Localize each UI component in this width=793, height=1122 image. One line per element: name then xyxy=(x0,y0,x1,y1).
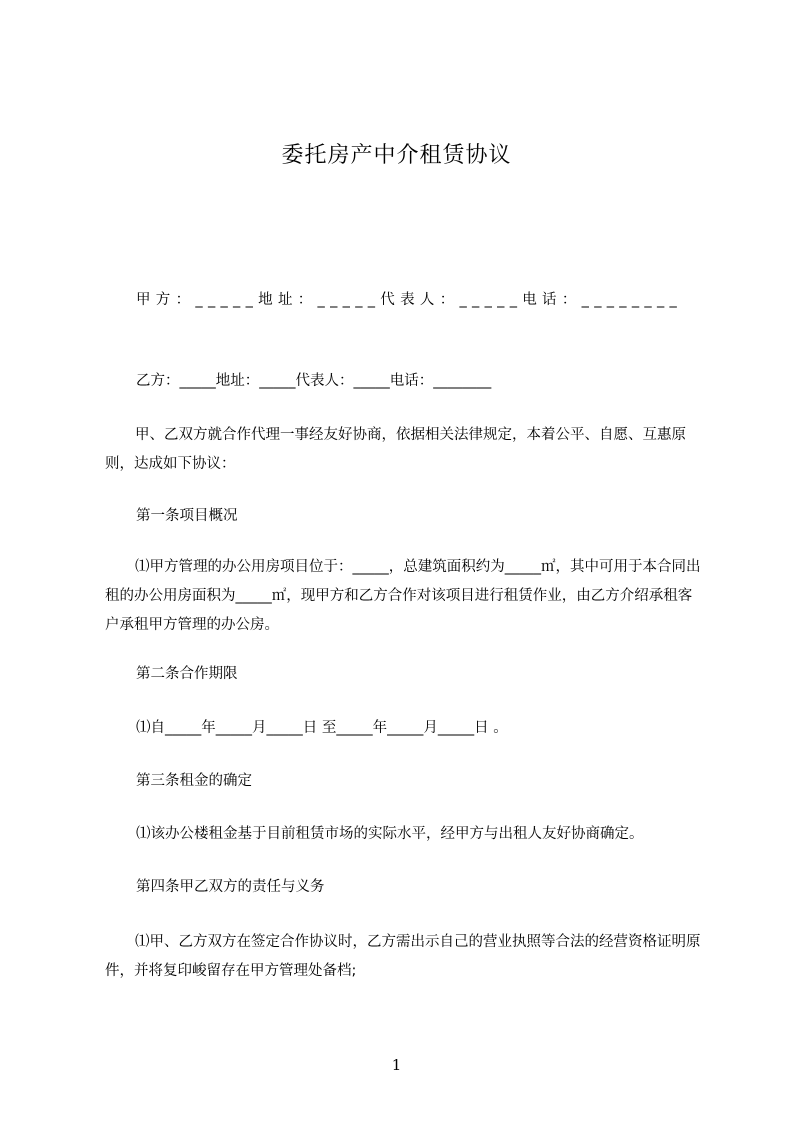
article-4-item-1: ⑴甲、乙方双方在签定合作协议时，乙方需出示自己的营业执照等合法的经营资格证明原件，并将复印峻留存在甲方管理处备档; xyxy=(105,934,701,979)
intro-paragraph: 甲、乙双方就合作代理一事经友好协商，依据相关法律规定，本着公平、自愿、互惠原则，达成如下协议： xyxy=(105,427,686,472)
party-b-line: 乙方：_____地址：_____代表人：_____电话：________ xyxy=(136,373,492,389)
article-2-heading: 第二条合作期限 xyxy=(136,666,238,682)
article-1-item-1: ⑴甲方管理的办公用房项目位于：_____，总建筑面积约为_____㎡，其中可用于本合同出租的办公用房面积为_____㎡，现甲方和乙方合作对该项目进行租赁作业，由乙方介绍承租客户承租甲方管理的办公房。 xyxy=(105,559,701,633)
page-number: 1 xyxy=(391,1056,402,1074)
article-3-heading: 第三条租金的确定 xyxy=(136,773,252,789)
document-title: 委托房产中介租赁协议 xyxy=(281,143,512,168)
article-4-heading: 第四条甲乙双方的责任与义务 xyxy=(136,879,325,895)
party-a-line: 甲方：_____地址：_____代表人：_____电话：________ xyxy=(136,292,683,308)
article-3-item-1: ⑴该办公楼租金基于目前租赁市场的实际水平，经甲方与出租人友好协商确定。 xyxy=(136,826,644,842)
article-1-heading: 第一条项目概况 xyxy=(136,508,238,524)
article-2-item-1: ⑴自_____年_____月_____日 至_____年_____月_____日 。 xyxy=(136,720,508,736)
